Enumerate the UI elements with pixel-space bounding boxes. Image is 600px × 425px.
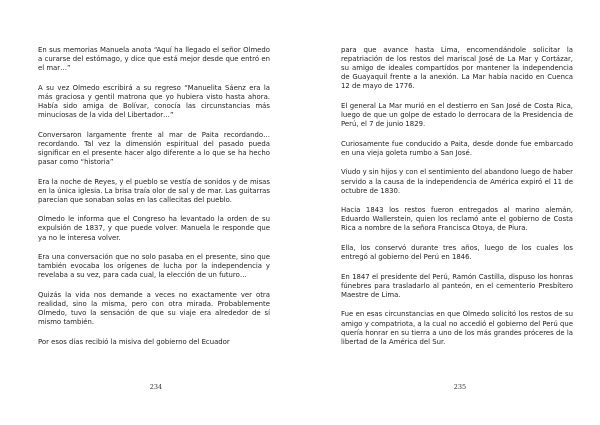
left-page-number: 234 <box>149 383 163 391</box>
right-paragraph-8: Fue en esas circunstancias en que Olmedo solicitó los restos de su amigo y compatriota, a la cual no accedió el gobierno del Perú que quería honrar en su tierra a uno de los más grandes próceres de la libertad de la América del Sur. <box>341 310 573 346</box>
left-paragraph-1: En sus memorias Manuela anota “Aquí ha llegado el señor Olmedo a curarse del estómago, y dice que está mejor desde que entró en el mar…” <box>38 46 270 73</box>
right-paragraph-7: En 1847 el presidente del Perú, Ramón Castilla, dispuso los honras fúnebres para trasladarlo al panteón, en el cementerio Presbítero Maestre de Lima. <box>341 272 573 299</box>
right-paragraph-1: para que avance hasta Lima, encomendándole solicitar la repatriación de los restos del mariscal José de La Mar y Cortázar, su amigo de ideales compartidos por mantener la independencia de Guayaquil frente a la anexión. La Mar había nacido en Cuenca 12 de mayo de 1776. <box>341 46 573 91</box>
right-paragraph-2: El general La Mar murió en el destierro en San José de Costa Rica, luego de que un golpe de estado lo derrocara de la Presidencia de Perú, el 7 de junio 1829. <box>341 101 573 129</box>
right-paragraph-3: Curiosamente fue conducido a Paita, desde donde fue embarcado en una vieja goleta rumbo a San José. <box>341 139 573 157</box>
left-page <box>38 46 270 357</box>
right-paragraph-5: Hacia 1843 los restos fueron entregados al marino alemán, Eduardo Wallerstein, quien los reclamó ante el gobierno de Costa Rica a nombre de la señora Francisca Otoya, de Piura. <box>341 206 573 233</box>
left-paragraph-8: Por esos días recibió la misiva del gobierno del Ecuador <box>38 337 230 346</box>
left-paragraph-6: Era una conversación que no solo pasaba en el presente, sino que también evocaba los orígenes de lucha por la independencia y revelaba a su vez, para cada cual, la elección de un futuro… <box>38 253 270 280</box>
right-paragraph-4: Viudo y sin hijos y con el sentimiento del abandono luego de haber servido a la causa de la independencia de América expiró el 11 de octubre de 1830. <box>341 168 573 195</box>
left-paragraph-4: Era la noche de Reyes, y el pueblo se vestía de sonidos y de misas en la única iglesia. La brisa traía olor de sal y de mar. Las guitarras parecían que sonaban solas en las callecitas del pueblo. <box>38 177 270 204</box>
left-paragraph-5: Olmedo le informa que el Congreso ha levantado la orden de su expulsión de 1837, y que puede volver. Manuela le responde que ya no le interesa volver. <box>38 215 270 242</box>
right-paragraph-6: Ella, los conservó durante tres años, luego de los cuales los entregó al gobierno del Perú en 1846. <box>341 244 573 262</box>
right-page <box>341 46 573 357</box>
left-paragraph-2: A su vez Olmedo escribirá a su regreso “Manuelita Sáenz era la más graciosa y gentil matrona que yo hubiera visto hasta ahora. Había sido amiga de Bolívar, conocía las circunstancias más minuciosas de la vida del Libertador…” <box>38 83 270 120</box>
left-paragraph-7: Quizás la vida nos demande a veces no exactamente ver otra realidad, sino la misma, pero con otra mirada. Probablemente Olmedo, tuvo la sensación de que su viaje era alrededor de sí mismo también. <box>38 290 270 327</box>
right-page-number: 235 <box>453 383 467 391</box>
left-paragraph-3: Conversaron largamente frente al mar de Paita recordando…recordando. Tal vez la dimensión espiritual del pasado pueda significar en el presente hacer algo diferente a lo que se ha hecho pasar como “historia” <box>38 130 270 166</box>
